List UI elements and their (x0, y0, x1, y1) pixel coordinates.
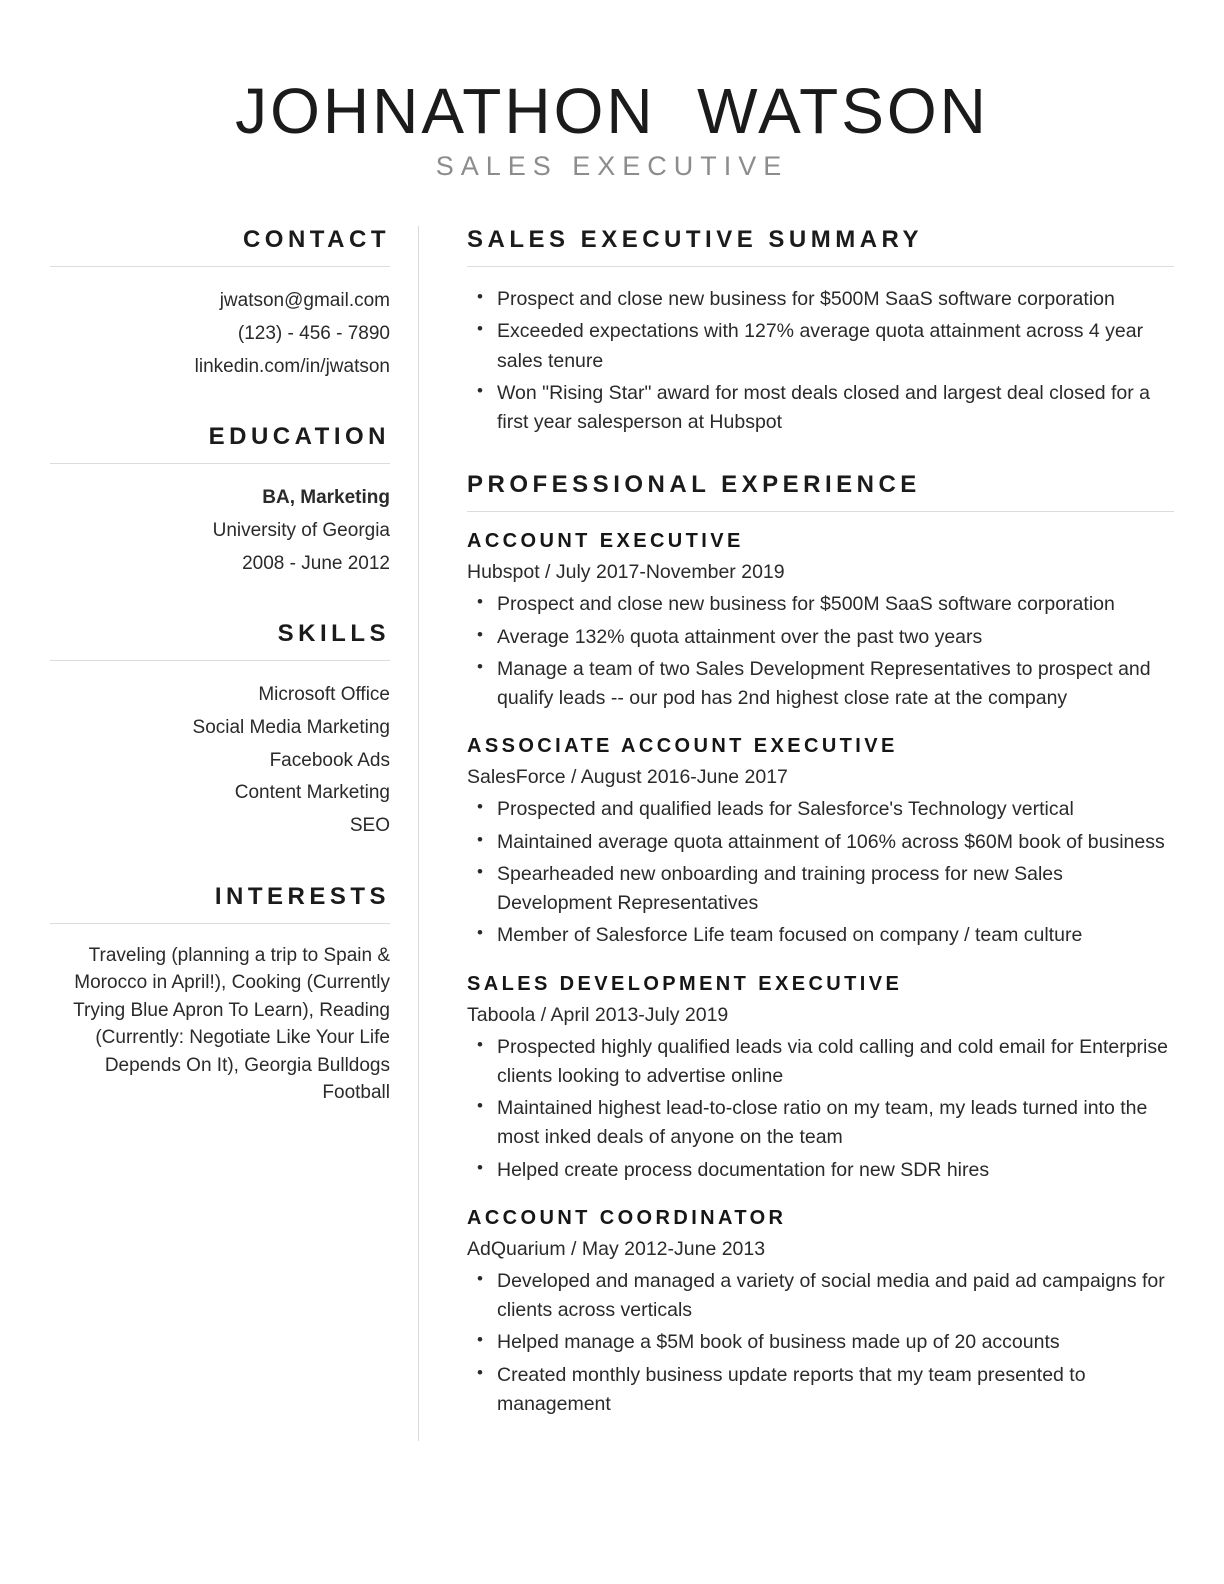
interests-section (50, 883, 390, 1107)
experience-entry (467, 1207, 1174, 1419)
contact-linkedin: linkedin.com/in/jwatson (194, 355, 390, 377)
contact-section (50, 226, 390, 383)
skill-item: Microsoft Office (258, 684, 390, 706)
list-item: • Spearheaded new onboarding and training process for new Sales Development Representatives (495, 860, 1174, 919)
interests-heading: INTERESTS (214, 882, 390, 910)
contact-email: jwatson@gmail.com (219, 290, 390, 312)
education-heading: EDUCATION (208, 423, 390, 451)
candidate-name: JOHNATHON WATSON (235, 75, 989, 147)
job-bullets (467, 1033, 1174, 1185)
list-item: • Prospect and close new business for $500M SaaS software corporation (495, 285, 1174, 314)
list-item: • Maintained highest lead-to-close ratio on my team, my leads turned into the most inked deals of anyone on the team (495, 1094, 1174, 1153)
skill-item: Social Media Marketing (192, 716, 390, 738)
list-item: • Maintained average quota attainment of 106% across $60M book of business (495, 828, 1174, 857)
experience-entry (467, 973, 1174, 1185)
contact-heading: CONTACT (242, 226, 390, 254)
job-meta: Taboola / April 2013-July 2019 (467, 1003, 729, 1026)
list-item: • Created monthly business update reports that my team presented to management (495, 1361, 1174, 1420)
experience-divider (467, 511, 1174, 512)
job-title: ASSOCIATE ACCOUNT EXECUTIVE (467, 735, 898, 758)
resume-header (50, 75, 1174, 182)
skills-heading: SKILLS (277, 620, 390, 648)
summary-heading: SALES EXECUTIVE SUMMARY (467, 226, 923, 254)
list-item: • Average 132% quota attainment over the past two years (495, 623, 1174, 652)
list-item: • Developed and managed a variety of social media and paid ad campaigns for clients across verticals (495, 1267, 1174, 1326)
education-divider (50, 463, 390, 464)
candidate-title: SALES EXECUTIVE (435, 151, 789, 182)
skill-item: Content Marketing (234, 782, 390, 804)
job-meta: AdQuarium / May 2012-June 2013 (467, 1237, 766, 1260)
education-section (50, 423, 390, 580)
skill-item: SEO (349, 814, 390, 836)
list-item: • Member of Salesforce Life team focused on company / team culture (495, 921, 1174, 950)
list-item: • Helped create process documentation for new SDR hires (495, 1156, 1174, 1185)
list-item: • Exceeded expectations with 127% average quota attainment across 4 year sales tenure (495, 317, 1174, 376)
list-item: • Prospected and qualified leads for Salesforce's Technology vertical (495, 795, 1174, 824)
list-item: • Manage a team of two Sales Development Representatives to prospect and qualify leads -- our pod has 2nd highest close rate at the company (495, 655, 1174, 714)
experience-heading: PROFESSIONAL EXPERIENCE (467, 471, 921, 499)
skills-divider (50, 660, 390, 661)
education-school: University of Georgia (212, 519, 390, 541)
job-bullets (467, 1267, 1174, 1419)
education-degree: BA, Marketing (262, 487, 390, 509)
job-title: ACCOUNT COORDINATOR (467, 1206, 787, 1229)
skill-item: Facebook Ads (269, 749, 390, 771)
skills-section (50, 620, 390, 842)
interests-divider (50, 923, 390, 924)
summary-section (467, 226, 1174, 437)
list-item: • Prospect and close new business for $500M SaaS software corporation (495, 590, 1174, 619)
list-item: • Won "Rising Star" award for most deals closed and largest deal closed for a first year salesperson at Hubspot (495, 379, 1174, 438)
right-column (419, 226, 1174, 1441)
interests-text: Traveling (planning a trip to Spain & Morocco in April!), Cooking (Currently Trying Blue Apron To Learn), Reading (Currently: Negotiate Like Your Life Depends On It), Georgia Bulldogs Football (73, 944, 390, 1104)
list-item: • Helped manage a $5M book of business made up of 20 accounts (495, 1328, 1174, 1357)
summary-divider (467, 266, 1174, 267)
contact-phone: (123) - 456 - 7890 (237, 322, 390, 344)
contact-divider (50, 266, 390, 267)
job-meta: Hubspot / July 2017-November 2019 (467, 561, 785, 584)
job-bullets (467, 590, 1174, 713)
job-bullets (467, 795, 1174, 950)
summary-bullets (467, 285, 1174, 437)
job-meta: SalesForce / August 2016-June 2017 (467, 766, 788, 789)
left-column (50, 226, 418, 1441)
list-item: • Prospected highly qualified leads via cold calling and cold email for Enterprise clients looking to advertise online (495, 1033, 1174, 1092)
experience-entry (467, 735, 1174, 950)
experience-section (467, 471, 1174, 1419)
resume-body (50, 226, 1174, 1441)
job-title: ACCOUNT EXECUTIVE (467, 530, 744, 553)
job-title: SALES DEVELOPMENT EXECUTIVE (467, 972, 903, 995)
education-dates: 2008 - June 2012 (242, 552, 390, 574)
experience-entry (467, 530, 1174, 713)
